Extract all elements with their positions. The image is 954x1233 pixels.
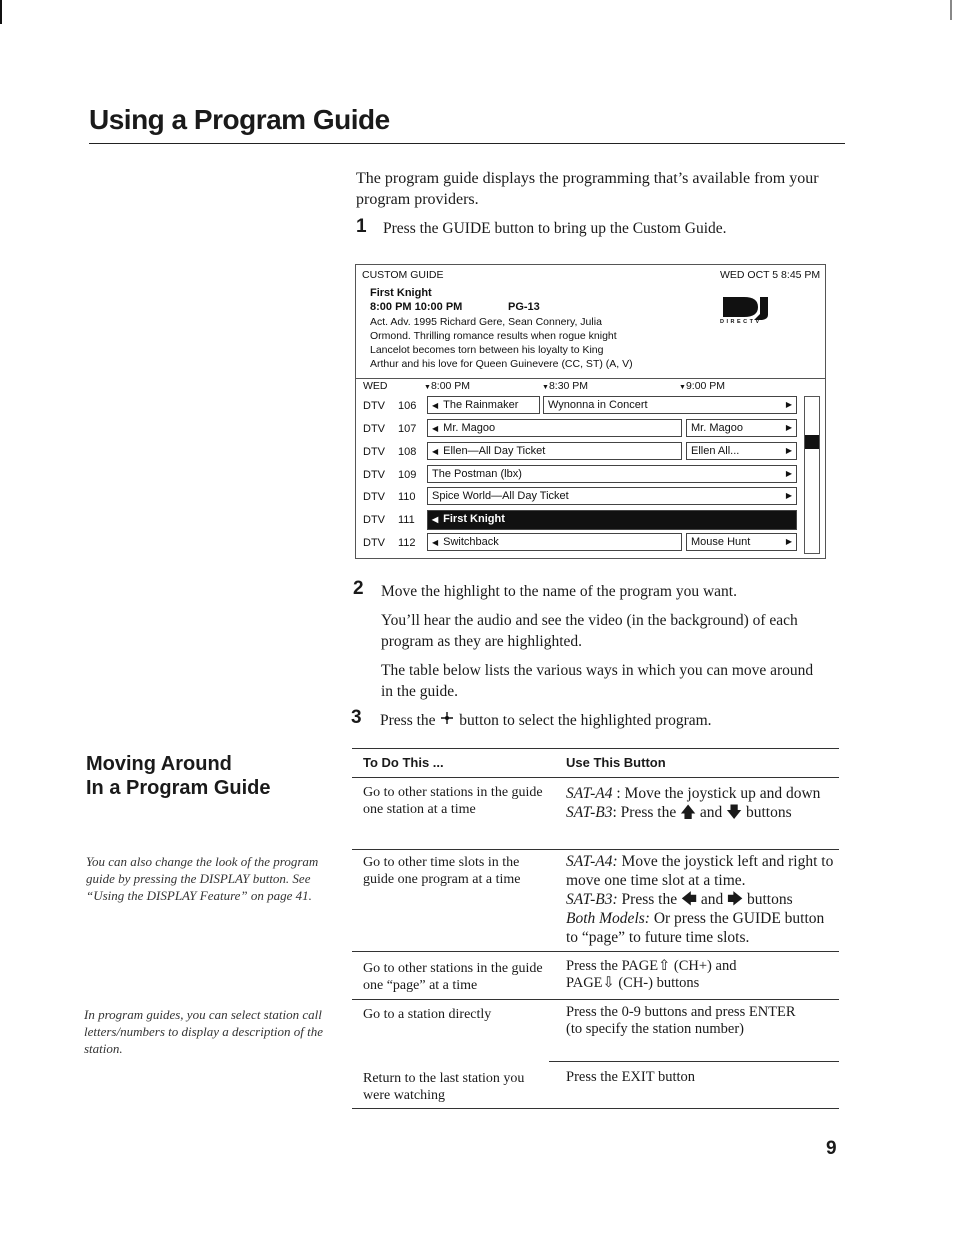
page-title: Using a Program Guide <box>89 104 390 135</box>
program-cell[interactable]: The Postman (lbx) ▶ <box>427 465 797 483</box>
edge-mark <box>950 0 952 20</box>
instruction-text: Press the PAGE <box>566 958 659 974</box>
guide-row[interactable] <box>356 465 825 485</box>
heading-line: In a Program Guide <box>86 777 271 799</box>
step-text: Press the GUIDE button to bring up the Custom Guide. <box>383 220 727 237</box>
title-rule <box>89 143 845 144</box>
instruction-text: buttons <box>742 804 792 821</box>
description-line: Lancelot becomes torn between his loyalty to King <box>370 344 604 356</box>
program-cell[interactable]: ◀ Switchback <box>427 533 682 551</box>
table-cell-button <box>566 784 838 822</box>
channel: 109 <box>398 469 417 481</box>
logo-text: DIRECTV <box>720 319 762 325</box>
instruction-text: Press the <box>617 891 681 908</box>
model-label: SAT-A4: <box>566 853 618 870</box>
heading-line: Moving Around <box>86 753 232 775</box>
step-number: 3 <box>351 707 362 728</box>
channel: 108 <box>398 446 417 458</box>
time-slot-label: 8:30 PM <box>548 380 589 392</box>
table-cell-action: Go to other time slots in the guide one program at a time <box>363 855 521 887</box>
right-arrow-icon: 🡆 <box>727 891 744 908</box>
time-slot-label: 9:00 PM <box>685 380 726 392</box>
model-label: SAT-B3 <box>566 804 613 821</box>
guide-program-times: 8:00 PM 10:00 PM <box>370 301 463 313</box>
table-cell-button <box>566 852 838 947</box>
table-cell-action: Return to the last station you were watching <box>363 1071 525 1103</box>
guide-row[interactable] <box>356 533 825 553</box>
directv-logo <box>716 295 776 332</box>
channel: 112 <box>398 537 416 549</box>
guide-scrollbar[interactable] <box>804 396 820 554</box>
guide-rating: PG-13 <box>508 301 540 313</box>
custom-guide-screen <box>355 264 826 559</box>
intro-paragraph: The program guide displays the programming that’s available from your program providers. <box>356 170 819 208</box>
program-name: Switchback <box>443 536 499 548</box>
instruction-text: : Press the <box>612 804 681 821</box>
table-cell-action: Go to other stations in the guide one “page” at a time <box>363 961 543 993</box>
sidebar-note: In program guides, you can select station call letters/numbers to display a description of the station. <box>84 1007 324 1056</box>
program-cell[interactable]: Ellen All... ▶ <box>686 442 797 460</box>
program-cell[interactable]: ◀ Mr. Magoo <box>427 419 682 437</box>
guide-program-title: First Knight <box>370 287 432 299</box>
program-cell[interactable]: Mouse Hunt ▶ <box>686 533 797 551</box>
network: DTV <box>363 514 385 526</box>
instruction-text: (CH+) and <box>670 958 737 974</box>
time-slot: ▼9:00 PM <box>679 380 726 392</box>
model-label: SAT-A4 <box>566 785 613 802</box>
program-name: Mr. Magoo <box>691 422 743 434</box>
guide-row[interactable] <box>356 419 825 439</box>
instruction-text: Move the joystick left and right to move one time slot at a time. <box>566 853 834 889</box>
page-number: 9 <box>826 1138 837 1159</box>
program-name: Mouse Hunt <box>691 536 751 548</box>
channel: 111 <box>398 514 415 526</box>
sidebar-note: You can also change the look of the program guide by pressing the DISPLAY button. See “Using the DISPLAY Feature” on page 41. <box>86 854 319 903</box>
table-cell-button <box>566 958 838 992</box>
scroll-thumb[interactable] <box>805 435 819 449</box>
table-header: Use This Button <box>566 755 666 770</box>
step-text <box>380 710 840 731</box>
program-name: The Rainmaker <box>443 399 519 411</box>
step-number: 1 <box>356 216 367 237</box>
table-header: To Do This ... <box>363 755 444 770</box>
program-cell[interactable]: Spice World—All Day Ticket ▶ <box>427 487 797 505</box>
model-label: Both Models: <box>566 910 650 927</box>
instruction-text: (to specify the station number) <box>566 1021 744 1037</box>
guide-description <box>370 315 633 371</box>
program-cell[interactable]: Mr. Magoo ▶ <box>686 419 797 437</box>
program-name: Mr. Magoo <box>443 422 496 434</box>
time-slot: ▼8:30 PM <box>542 380 589 392</box>
paragraph: You’ll hear the audio and see the video (in the background) of each program as they are highlighted. <box>381 612 798 650</box>
program-name: The Postman (lbx) <box>432 468 522 480</box>
program-name: Ellen—All Day Ticket <box>443 445 546 457</box>
guide-row[interactable] <box>356 396 825 416</box>
guide-day: WED <box>363 380 388 392</box>
step-text-part: button to select the highlighted program. <box>459 712 712 729</box>
description-line: Arthur and his love for Queen Guinevere (CC, ST) (A, V) <box>370 358 633 370</box>
table-cell-action: Go to other stations in the guide one station at a time <box>363 785 543 817</box>
table-cell-button: Press the EXIT button <box>566 1069 696 1085</box>
instruction-text: buttons <box>743 891 793 908</box>
program-name: First Knight <box>443 513 505 525</box>
model-label: SAT-B3: <box>566 891 618 908</box>
guide-row[interactable] <box>356 510 825 530</box>
network: DTV <box>363 491 385 503</box>
edge-mark <box>0 0 2 24</box>
table-cell-action: Go to a station directly <box>363 1007 492 1022</box>
guide-datetime: WED OCT 5 8:45 PM <box>720 269 821 281</box>
instruction-text: Press the 0-9 buttons and press ENTER <box>566 1004 796 1020</box>
channel: 110 <box>398 491 416 503</box>
program-name: Spice World—All Day Ticket <box>432 490 569 502</box>
sidebar-heading <box>86 752 270 800</box>
description-line: Ormond. Thrilling romance results when rogue knight <box>370 330 617 342</box>
select-button-icon <box>439 710 455 731</box>
guide-row[interactable] <box>356 487 825 507</box>
left-arrow-icon: 🡄 <box>680 891 697 908</box>
instruction-text: : Move the joystick up and down <box>612 785 821 802</box>
step-number: 2 <box>353 578 364 599</box>
program-name: Ellen All... <box>691 445 740 457</box>
program-cell[interactable]: ◀ The Rainmaker <box>427 396 540 414</box>
guide-row[interactable] <box>356 442 825 462</box>
time-slot-label: 8:00 PM <box>430 380 471 392</box>
step-text: Move the highlight to the name of the program you want. <box>381 583 737 600</box>
down-arrow-icon: 🡇 <box>726 804 743 821</box>
network: DTV <box>363 423 385 435</box>
up-arrow-icon: 🡅 <box>680 804 697 821</box>
step-text-part: Press the <box>380 712 436 729</box>
network: DTV <box>363 400 385 412</box>
instruction-text: and <box>696 891 728 908</box>
instruction-text: (CH-) buttons <box>614 975 700 991</box>
network: DTV <box>363 469 385 481</box>
instruction-text: Or press the GUIDE button to “page” to future time slots. <box>566 910 825 946</box>
page-down-icon: ⇩ <box>602 975 615 991</box>
network: DTV <box>363 537 385 549</box>
program-cell[interactable]: Wynonna in Concert ▶ <box>543 396 797 414</box>
page-up-icon: ⇧ <box>658 958 671 974</box>
instruction-text: PAGE <box>566 975 603 991</box>
description-line: Act. Adv. 1995 Richard Gere, Sean Connery, Julia <box>370 316 602 328</box>
instruction-text: and <box>696 804 727 821</box>
table-cell-button <box>566 1004 838 1038</box>
program-cell[interactable]: ◀ Ellen—All Day Ticket <box>427 442 682 460</box>
program-name: Wynonna in Concert <box>548 399 648 411</box>
network: DTV <box>363 446 385 458</box>
paragraph: The table below lists the various ways in which you can move around in the guide. <box>381 662 814 700</box>
guide-title: CUSTOM GUIDE <box>362 269 444 281</box>
channel: 107 <box>398 423 417 435</box>
channel: 106 <box>398 400 417 412</box>
time-slot: ▼8:00 PM <box>424 380 471 392</box>
program-cell-highlighted[interactable]: ◀ First Knight <box>427 510 797 530</box>
